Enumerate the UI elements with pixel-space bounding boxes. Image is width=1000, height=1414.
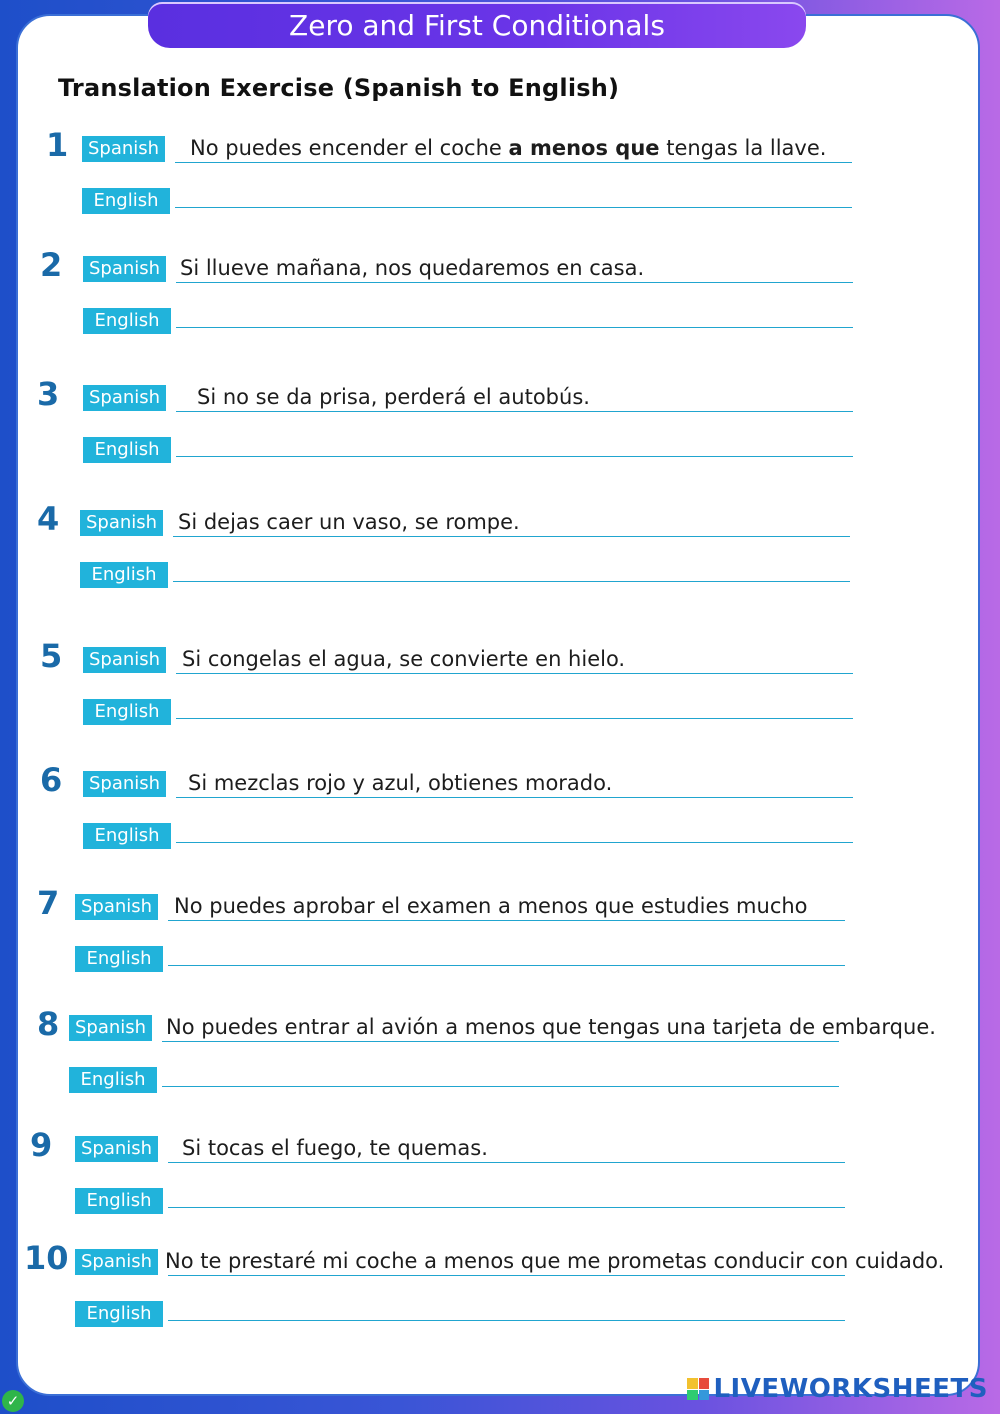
spanish-underline xyxy=(176,411,853,412)
item-number: 2 xyxy=(40,246,63,284)
spanish-label: Spanish xyxy=(83,385,166,411)
english-label: English xyxy=(83,308,171,334)
english-label: English xyxy=(69,1067,157,1093)
item-number: 7 xyxy=(37,884,60,922)
spanish-sentence xyxy=(182,647,625,671)
item-number: 6 xyxy=(40,761,63,799)
spanish-label: Spanish xyxy=(75,1136,158,1162)
sentence-text: Si dejas caer un vaso, se rompe. xyxy=(178,510,520,534)
sentence-text: tengas la llave. xyxy=(659,136,827,160)
english-answer-field[interactable] xyxy=(168,1320,845,1321)
spanish-sentence xyxy=(190,136,826,160)
item-number: 8 xyxy=(37,1005,60,1043)
spanish-sentence xyxy=(165,1249,944,1273)
item-number: 4 xyxy=(37,500,60,538)
sentence-text: No puedes encender el coche xyxy=(190,136,509,160)
spanish-underline xyxy=(168,1275,845,1276)
spanish-underline xyxy=(168,920,845,921)
spanish-label: Spanish xyxy=(83,771,166,797)
english-label: English xyxy=(75,1301,163,1327)
english-answer-field[interactable] xyxy=(168,1207,845,1208)
english-answer-field[interactable] xyxy=(176,456,853,457)
brand-grid-icon xyxy=(687,1378,709,1400)
english-answer-field[interactable] xyxy=(175,207,852,208)
spanish-underline xyxy=(173,536,850,537)
spanish-underline xyxy=(176,282,853,283)
spanish-underline xyxy=(176,673,853,674)
spanish-label: Spanish xyxy=(82,136,165,162)
english-label: English xyxy=(83,437,171,463)
english-answer-field[interactable] xyxy=(168,965,845,966)
english-answer-field[interactable] xyxy=(173,581,850,582)
check-icon: ✓ xyxy=(2,1390,24,1412)
spanish-label: Spanish xyxy=(75,894,158,920)
sentence-text: Si congelas el agua, se convierte en hielo. xyxy=(182,647,626,671)
english-answer-field[interactable] xyxy=(176,327,853,328)
spanish-sentence xyxy=(188,771,612,795)
exercise-subtitle: Translation Exercise (Spanish to English) xyxy=(58,74,620,102)
sentence-text: Si tocas el fuego, te quemas. xyxy=(182,1136,488,1160)
liveworksheets-logo xyxy=(687,1374,988,1404)
page-title: Zero and First Conditionals xyxy=(148,2,806,48)
spanish-underline xyxy=(168,1162,845,1163)
item-number: 5 xyxy=(40,637,63,675)
spanish-sentence xyxy=(174,894,808,918)
item-number: 3 xyxy=(37,375,60,413)
sentence-text: Si llueve mañana, nos quedaremos en casa. xyxy=(180,256,645,280)
item-number: 1 xyxy=(46,126,69,164)
spanish-sentence xyxy=(197,385,590,409)
sentence-text: Si no se da prisa, perderá el autobús. xyxy=(197,385,590,409)
english-label: English xyxy=(83,823,171,849)
english-answer-field[interactable] xyxy=(162,1086,839,1087)
sentence-text: No puedes aprobar el examen a menos que estudies mucho xyxy=(174,894,808,918)
english-label: English xyxy=(80,562,168,588)
sentence-emphasis: a menos que xyxy=(508,136,660,160)
spanish-label: Spanish xyxy=(69,1015,152,1041)
english-answer-field[interactable] xyxy=(176,842,853,843)
english-label: English xyxy=(75,1188,163,1214)
english-answer-field[interactable] xyxy=(176,718,853,719)
item-number: 10 xyxy=(24,1239,69,1277)
english-label: English xyxy=(82,188,170,214)
spanish-label: Spanish xyxy=(83,647,166,673)
sentence-text: No te prestaré mi coche a menos que me prometas conducir con cuidado. xyxy=(165,1249,945,1273)
spanish-label: Spanish xyxy=(83,256,166,282)
sentence-text: Si mezclas rojo y azul, obtienes morado. xyxy=(188,771,613,795)
sentence-text: No puedes entrar al avión a menos que tengas una tarjeta de embarque. xyxy=(166,1015,936,1039)
spanish-sentence xyxy=(182,1136,488,1160)
english-label: English xyxy=(75,946,163,972)
spanish-sentence xyxy=(180,256,644,280)
item-number: 9 xyxy=(30,1126,53,1164)
spanish-underline xyxy=(175,162,852,163)
spanish-label: Spanish xyxy=(75,1249,158,1275)
spanish-underline xyxy=(162,1041,839,1042)
spanish-underline xyxy=(176,797,853,798)
spanish-sentence xyxy=(178,510,520,534)
spanish-sentence xyxy=(166,1015,936,1039)
english-label: English xyxy=(83,699,171,725)
brand-name: LIVEWORKSHEETS xyxy=(713,1374,988,1404)
spanish-label: Spanish xyxy=(80,510,163,536)
